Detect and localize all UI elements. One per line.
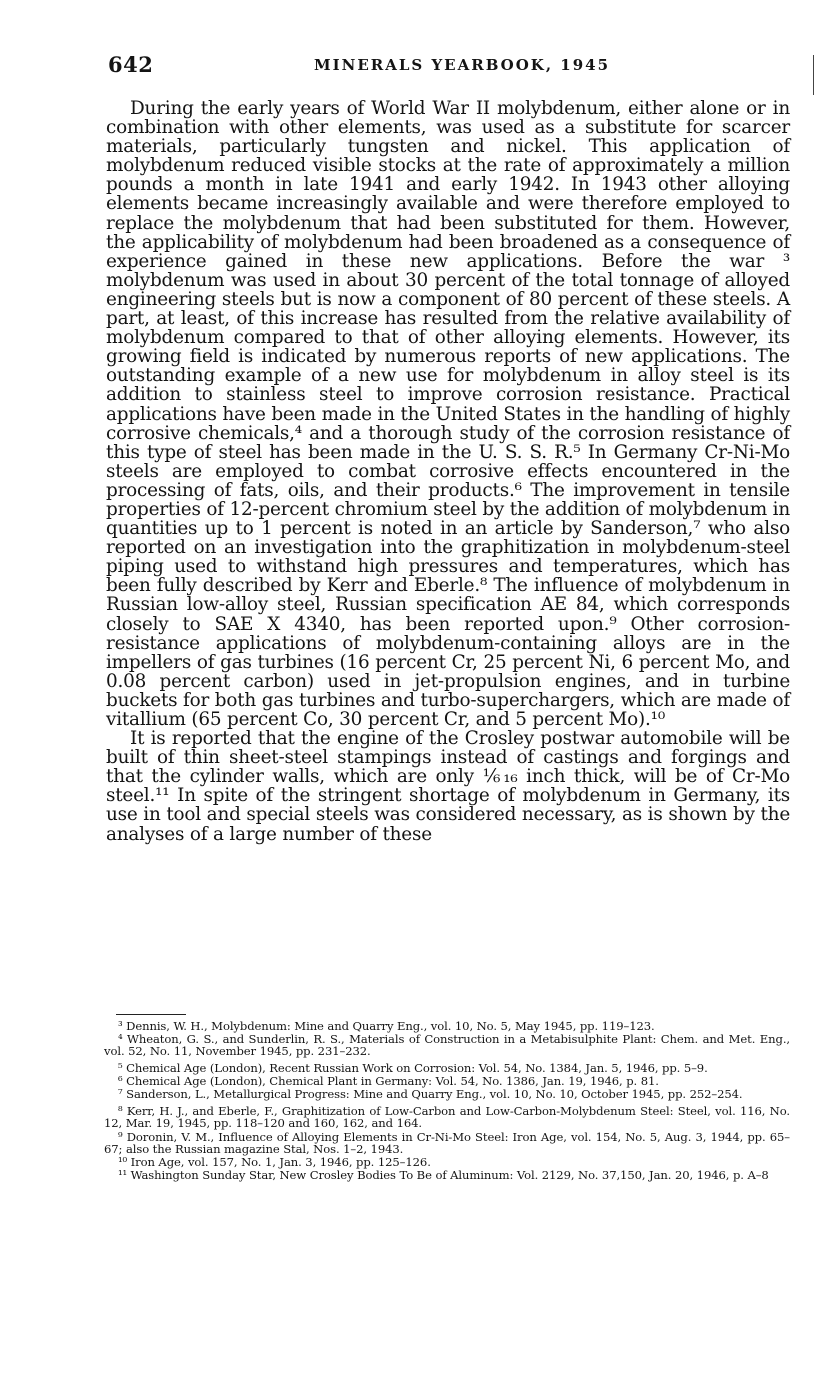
page-header: [108, 52, 788, 80]
footnote-4: ⁴ Wheaton, G. S., and Sunderlin, R. S., Materials of Construction in a Metabisulphite Plant: Chem. and Met. Eng., vol. 52, No. 11, November 1945, pp. 231–232.: [104, 1032, 790, 1059]
body-paragraph-2: It is reported that the engine of the Crosley postwar automobile will be built of thin sheet-steel stampings instead of castings and forgings and that the cylinder walls, which are only ⅙₁₆ inch thick, will be of Cr-Mo steel.¹¹ In spite of the stringent shortage of molybdenum in Germany, its use in tool and special steels was considered necessary, as is shown by the analyses of a large number of these: [106, 728, 790, 845]
running-title: MINERALS YEARBOOK, 1945: [314, 56, 611, 74]
body-text: [106, 99, 790, 844]
footnote-9: ⁹ Doronin, V. M., Influence of Alloying Elements in Cr-Ni-Mo Steel: Iron Age, vol. 154, No. 5, Aug. 3, 1944, pp. 65–67; also the Russian magazine Stal, Nos. 1–2, 1943.: [104, 1129, 790, 1156]
footnote-divider: [116, 1014, 186, 1015]
footnote-10: ¹⁰ Iron Age, vol. 157, No. 1, Jan. 3, 1946, pp. 125–126.: [118, 1155, 431, 1170]
footnote-5: ⁵ Chemical Age (London), Recent Russian Work on Corrosion: Vol. 54, No. 1384, Jan. 5, 1946, pp. 5–9.: [118, 1060, 708, 1075]
footnote-3: ³ Dennis, W. H., Molybdenum: Mine and Quarry Eng., vol. 10, No. 5, May 1945, pp. 119–123.: [118, 1019, 655, 1033]
page-edge-rule: [813, 55, 814, 95]
footnote-11: ¹¹ Washington Sunday Star, New Crosley Bodies To Be of Aluminum: Vol. 2129, No. 37,150, Jan. 20, 1946, p. A–8: [118, 1168, 769, 1183]
page-number: 642: [108, 52, 154, 77]
footnote-8: ⁸ Kerr, H. J., and Eberle, F., Graphitization of Low-Carbon and Low-Carbon-Molybdenum Steel: Steel, vol. 116, No. 12, Mar. 19, 1945, pp. 118–120 and 160, 162, and 164.: [104, 1104, 790, 1131]
footnote-6: ⁶ Chemical Age (London), Chemical Plant in Germany: Vol. 54, No. 1386, Jan. 19, 1946, p. 81.: [118, 1073, 659, 1088]
footnotes: [104, 1020, 790, 1182]
footnote-7: ⁷ Sanderson, L., Metallurgical Progress: Mine and Quarry Eng., vol. 10, No. 10, October 1945, pp. 252–254.: [118, 1087, 743, 1102]
body-paragraph-1: During the early years of World War II molybdenum, either alone or in combination with other elements, was used as a substitute for scarcer materials, particularly tungsten and nickel. This application of molybdenum reduced visible stocks at the rate of approximately a million pounds a month in late 1941 and early 1942. In 1943 other alloying elements became increasingly available and were therefore employed to replace the molybdenum that had been substituted for them. However, the applicability of molybdenum had been broadened as a consequence of experience gained in these new applications. Before the war ³ molybdenum was used in about 30 percent of the total tonnage of alloyed engineering steels but is now a component of 80 percent of these steels. A part, at least, of this increase has resulted from the relative availability of molybdenum compared to that of other alloying elements. However, its growing field is indicated by numerous reports of new applications. The outstanding example of a new use for molybdenum in alloy steel is its addition to stainless steel to improve corrosion resistance. Practical applications have been made in the United States in the handling of highly corrosive chemicals,⁴ and a thorough study of the corrosion resistance of this type of steel has been made in the U. S. S. R.⁵ In Germany Cr-Ni-Mo steels are employed to combat corrosive effects encountered in the processing of fats, oils, and their products.⁶ The improvement in tensile properties of 12-percent chromium steel by the addition of molybdenum in quantities up to 1 percent is noted in an article by Sanderson,⁷ who also reported on an investigation into the graphitization in molybdenum-steel piping used to withstand high pressures and temperatures, which has been fully described by Kerr and Eberle.⁸ The influence of molybdenum in Russian low-alloy steel, Russian specification AE 84, which corresponds closely to SAE X 4340, has been reported upon.⁹ Other corrosion-resistance applications of molybdenum-containing alloys are in the impellers of gas turbines (16 percent Cr, 25 percent Ni, 6 percent Mo, and 0.08 percent carbon) used in jet-propulsion engines, and in turbine buckets for both gas turbines and turbo-superchargers, which are made of vitallium (65 percent Co, 30 percent Cr, and 5 percent Mo).¹⁰: [106, 98, 790, 730]
